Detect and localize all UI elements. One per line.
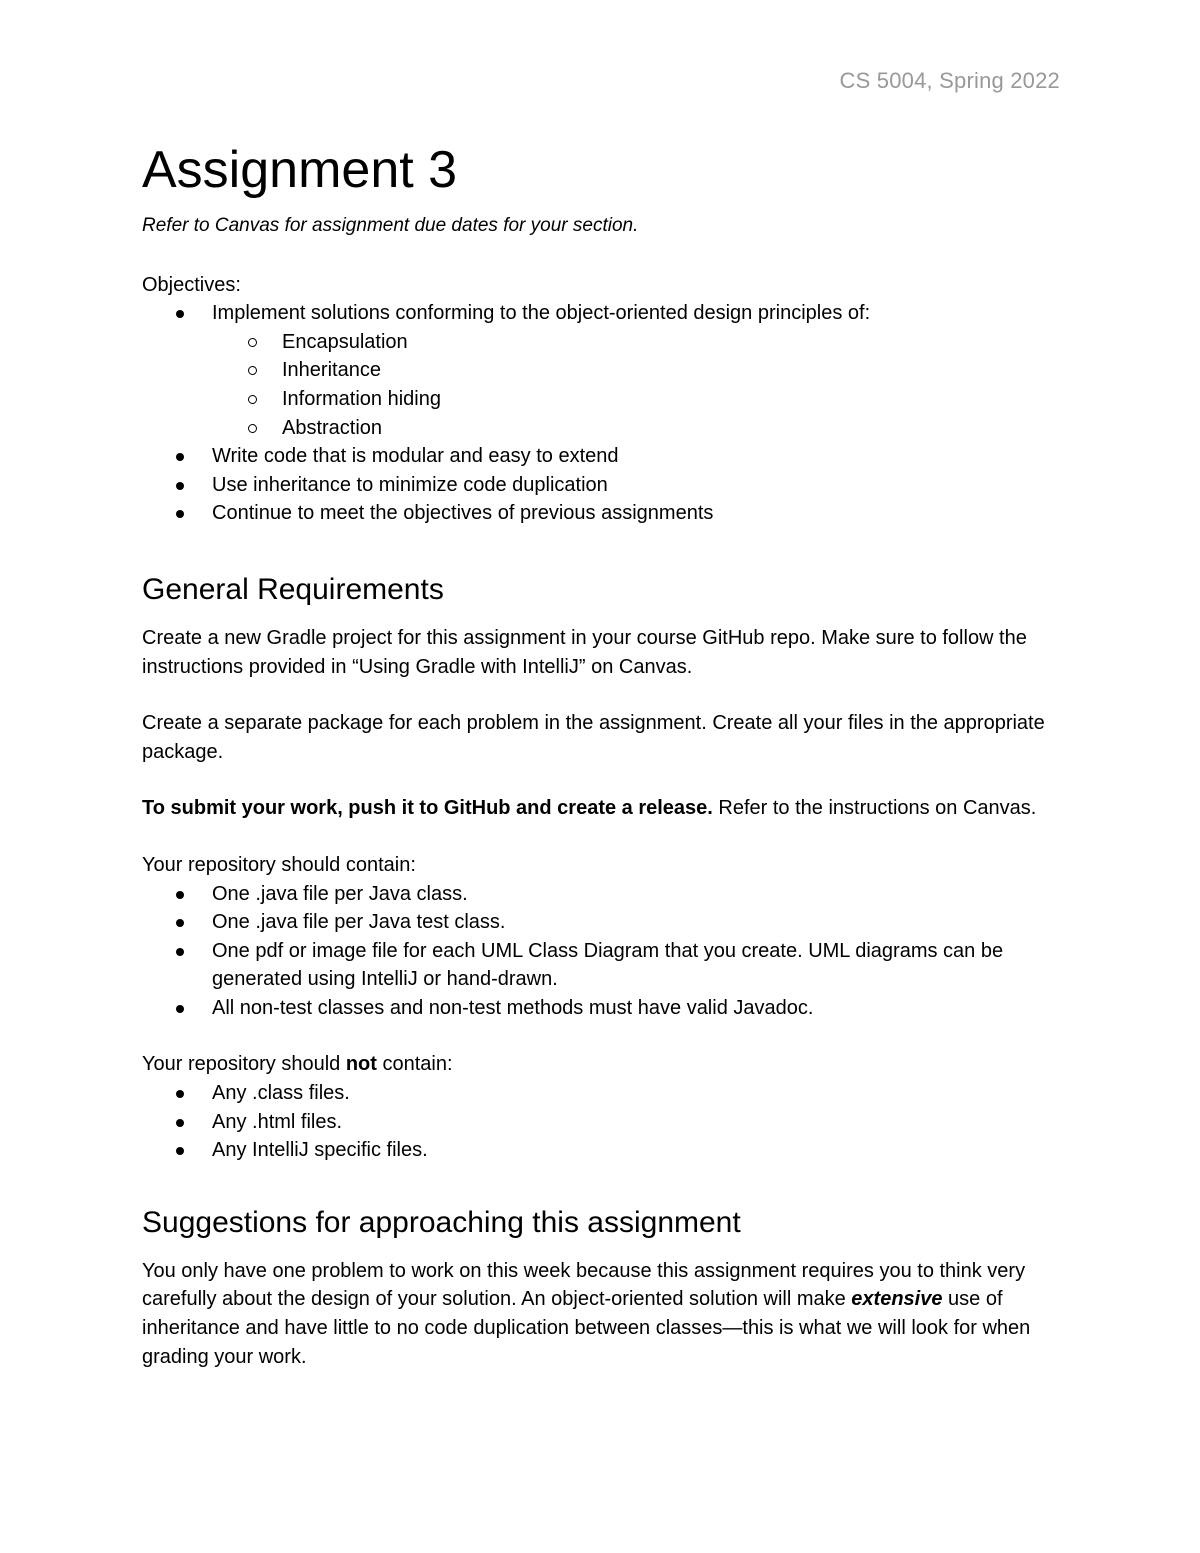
submit-instructions-bold: To submit your work, push it to GitHub and create a release. (142, 797, 713, 820)
list-item: One .java file per Java class. (212, 880, 1062, 909)
list-item: One .java file per Java test class. (212, 908, 1062, 937)
objectives-label: Objectives: (142, 273, 241, 296)
principles-list (212, 328, 1062, 442)
bullet-icon (176, 482, 184, 490)
list-item: Implement solutions conforming to the object-oriented design principles of: Encapsulation Inheritance Information hiding Abstraction (212, 299, 1062, 442)
general-paragraph-3: To submit your work, push it to GitHub and create a release. Refer to the instructions on Canvas. (142, 797, 1037, 820)
bullet-icon (176, 1119, 184, 1127)
course-header: CS 5004, Spring 2022 (839, 68, 1060, 93)
list-item: One pdf or image file for each UML Class Diagram that you create. UML diagrams can be generated using IntelliJ or hand-drawn. (212, 937, 1062, 994)
bullet-icon (176, 310, 184, 318)
general-paragraph-2: Create a separate package for each problem in the assignment. Create all your files in the appropriate package. (142, 712, 1045, 763)
list-item: Any .html files. (212, 1108, 1062, 1137)
document-content (142, 138, 1062, 1371)
circle-bullet-icon (248, 366, 257, 375)
circle-bullet-icon (248, 338, 257, 347)
contain-list (142, 880, 1062, 1023)
bullet-icon (176, 453, 184, 461)
list-item: Any IntelliJ specific files. (212, 1136, 1062, 1165)
list-item: Use inheritance to minimize code duplication (212, 471, 1062, 500)
bullet-icon (176, 1147, 184, 1155)
list-item: Information hiding (282, 385, 1062, 414)
list-item: Continue to meet the objectives of previous assignments (212, 499, 1062, 528)
list-item: Encapsulation (282, 328, 1062, 357)
list-item: Write code that is modular and easy to extend (212, 442, 1062, 471)
objectives-list (142, 299, 1062, 528)
list-item: Inheritance (282, 356, 1062, 385)
general-paragraph-1: Create a new Gradle project for this assignment in your course GitHub repo. Make sure to follow the instructions provided in “Using Gradle with IntelliJ” on Canvas. (142, 626, 1027, 678)
bullet-icon (176, 919, 184, 927)
list-item: Abstraction (282, 414, 1062, 443)
list-item: Any .class files. (212, 1079, 1062, 1108)
emphasis-extensive: extensive (851, 1288, 943, 1311)
circle-bullet-icon (248, 395, 257, 404)
not-contain-list (142, 1079, 1062, 1165)
due-date-note: Refer to Canvas for assignment due dates for your section. (142, 215, 639, 236)
contain-label: Your repository should contain: (142, 853, 416, 876)
page-title: Assignment 3 (142, 141, 458, 199)
suggestions-paragraph: You only have one problem to work on this week because this assignment requires you to think very carefully about the design of your solution. An object-oriented solution will make extensive use of inheritance and have little to no code duplication between classes—this is what we will look for when grading your work. (142, 1259, 1031, 1368)
bullet-icon (176, 891, 184, 899)
circle-bullet-icon (248, 424, 257, 433)
bullet-icon (176, 510, 184, 518)
list-item: All non-test classes and non-test methods must have valid Javadoc. (212, 994, 1062, 1023)
bullet-icon (176, 1090, 184, 1098)
bullet-icon (176, 948, 184, 956)
not-contain-label: Your repository should not contain: (142, 1053, 453, 1076)
bullet-icon (176, 1005, 184, 1013)
general-requirements-heading: General Requirements (142, 572, 444, 606)
suggestions-heading: Suggestions for approaching this assignment (142, 1205, 741, 1239)
